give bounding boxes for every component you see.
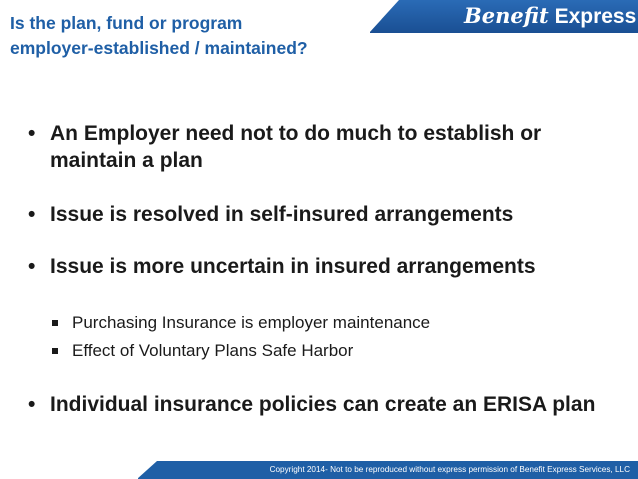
benefit-express-logo <box>370 0 638 33</box>
bullet-glyph: • <box>28 393 36 416</box>
logo-banner-slant <box>369 0 399 33</box>
bullet-text: Issue is more uncertain in insured arrangements <box>50 255 536 278</box>
sub-bullet-item <box>52 311 612 335</box>
bullet-glyph: • <box>28 122 36 145</box>
bullet-text: Issue is resolved in self-insured arrangements <box>50 203 514 226</box>
footer-banner-slant <box>137 461 157 479</box>
slide-title: Is the plan, fund or program employer-established / maintained? <box>10 13 308 58</box>
square-bullet-icon <box>52 348 58 354</box>
sub-bullet-item <box>52 339 612 363</box>
bullet-text: An Employer need not to do much to establish or maintain a plan <box>50 122 542 172</box>
logo-sub: Express <box>554 5 637 28</box>
square-bullet-icon <box>52 320 58 326</box>
bullet-glyph: • <box>28 255 36 278</box>
sub-bullet-text: Purchasing Insurance is employer maintenance <box>72 313 431 332</box>
bullet-glyph: • <box>28 203 36 226</box>
bullet-text: Individual insurance policies can create an ERISA plan <box>50 393 596 416</box>
logo-brand: Benefit <box>464 3 549 28</box>
logo-text <box>464 4 636 29</box>
bullet-item <box>28 201 608 228</box>
copyright-text: Copyright 2014- Not to be reproduced without express permission of Benefit Express Services, LLC <box>269 465 630 474</box>
sub-bullet-text: Effect of Voluntary Plans Safe Harbor <box>72 341 354 360</box>
bullet-item <box>28 391 608 418</box>
bullet-item <box>28 120 608 174</box>
footer-banner <box>138 461 638 479</box>
bullet-item <box>28 253 608 280</box>
